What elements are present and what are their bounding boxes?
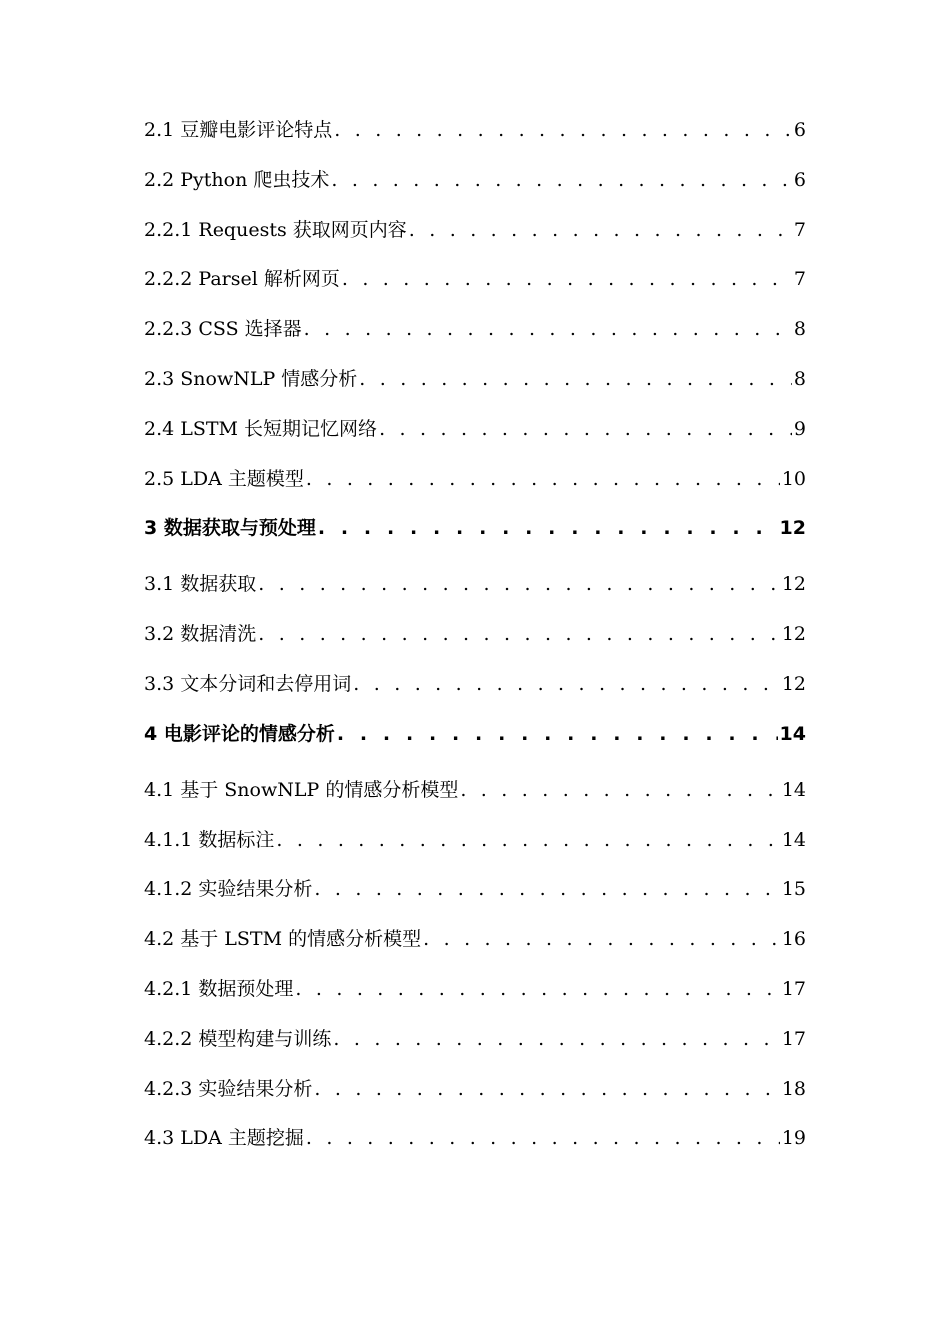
toc-entry-title: 4.2.3 实验结果分析 [144, 1077, 313, 1100]
toc-entry [144, 267, 806, 291]
toc-entry-page: 9 [793, 417, 806, 440]
dot-leader [306, 467, 780, 491]
dot-leader [258, 572, 780, 596]
dot-leader [314, 877, 779, 901]
toc-entry [144, 572, 806, 596]
toc-entry [144, 778, 806, 802]
toc-entry-title: 4.1.1 数据标注 [144, 828, 275, 851]
toc-entry-page: 8 [793, 367, 806, 390]
toc-entry-page: 12 [781, 573, 806, 596]
dot-leader [460, 778, 779, 802]
toc-entry-title: 3.3 文本分词和去停用词 [144, 672, 352, 695]
toc-entry-page: 14 [781, 778, 806, 801]
toc-entry [144, 828, 806, 852]
toc-entry-title: 2.2 Python 爬虫技术 [144, 168, 330, 191]
toc-entry-page: 14 [779, 722, 806, 745]
toc-entry [144, 1126, 806, 1150]
dot-leader [331, 168, 792, 192]
toc-chapter-entry [144, 516, 806, 540]
toc-entry-page: 18 [781, 1077, 806, 1100]
toc-entry-title: 2.2.1 Requests 获取网页内容 [144, 218, 407, 241]
toc-entry-page: 19 [781, 1127, 806, 1150]
toc-entry-page: 7 [793, 268, 806, 291]
toc-entry-title: 4.2 基于 LSTM 的情感分析模型 [144, 928, 422, 951]
toc-entry-title: 3 数据获取与预处理 [144, 517, 316, 540]
dot-leader [334, 118, 792, 142]
toc-entry-title: 2.2.2 Parsel 解析网页 [144, 268, 340, 291]
toc-entry-title: 4.2.1 数据预处理 [144, 977, 294, 1000]
dot-leader [314, 1077, 779, 1101]
toc-chapter-entry [144, 722, 806, 746]
dot-leader [423, 927, 780, 951]
toc-entry-page: 14 [781, 828, 806, 851]
toc-entry-title: 2.1 豆瓣电影评论特点 [144, 119, 333, 141]
toc-entry-title: 2.3 SnowNLP 情感分析 [144, 367, 358, 390]
toc-entry-title: 4.1.2 实验结果分析 [144, 878, 313, 901]
dot-leader [333, 1027, 779, 1051]
toc-entry [144, 467, 806, 491]
toc-entry [144, 118, 806, 142]
toc-entry-page: 12 [781, 672, 806, 695]
dot-leader [304, 317, 792, 341]
dot-leader [276, 828, 779, 852]
toc-entry [144, 317, 806, 341]
toc-entry-page: 17 [781, 977, 806, 1000]
toc-entry-title: 4.3 LDA 主题挖掘 [144, 1127, 304, 1150]
dot-leader [353, 672, 780, 696]
toc-entry-title: 4.1 基于 SnowNLP 的情感分析模型 [144, 778, 459, 801]
toc-entry [144, 877, 806, 901]
toc-entry-page: 15 [781, 878, 806, 901]
dot-leader [318, 516, 778, 540]
toc-entry-title: 3.1 数据获取 [144, 573, 257, 596]
toc-entry-title: 2.4 LSTM 长短期记忆网络 [144, 417, 378, 440]
toc-entry-page: 12 [781, 623, 806, 646]
dot-leader [342, 267, 792, 291]
toc-entry [144, 927, 806, 951]
toc-entry [144, 672, 806, 696]
dot-leader [337, 722, 778, 746]
toc-entry-page: 6 [793, 119, 806, 141]
dot-leader [379, 417, 792, 441]
toc-entry-page: 17 [781, 1027, 806, 1050]
toc-entry [144, 977, 806, 1001]
dot-leader [306, 1126, 780, 1150]
toc-entry-page: 6 [793, 168, 806, 191]
toc-entry [144, 417, 806, 441]
toc-entry-title: 3.2 数据清洗 [144, 623, 257, 646]
dot-leader [258, 622, 780, 646]
table-of-contents [144, 118, 806, 1176]
dot-leader [359, 367, 792, 391]
toc-entry [144, 622, 806, 646]
toc-entry-title: 2.2.3 CSS 选择器 [144, 318, 302, 341]
toc-entry [144, 367, 806, 391]
dot-leader [295, 977, 779, 1001]
toc-entry [144, 218, 806, 242]
toc-entry [144, 168, 806, 192]
toc-entry-page: 8 [793, 318, 806, 341]
dot-leader [409, 218, 792, 242]
toc-entry [144, 1077, 806, 1101]
toc-entry-title: 2.5 LDA 主题模型 [144, 467, 304, 490]
toc-entry-title: 4 电影评论的情感分析 [144, 722, 335, 745]
toc-entry [144, 1027, 806, 1051]
toc-entry-page: 12 [779, 517, 806, 540]
toc-entry-page: 7 [793, 218, 806, 241]
toc-entry-page: 10 [781, 467, 806, 490]
toc-entry-title: 4.2.2 模型构建与训练 [144, 1027, 332, 1050]
toc-entry-page: 16 [781, 928, 806, 951]
